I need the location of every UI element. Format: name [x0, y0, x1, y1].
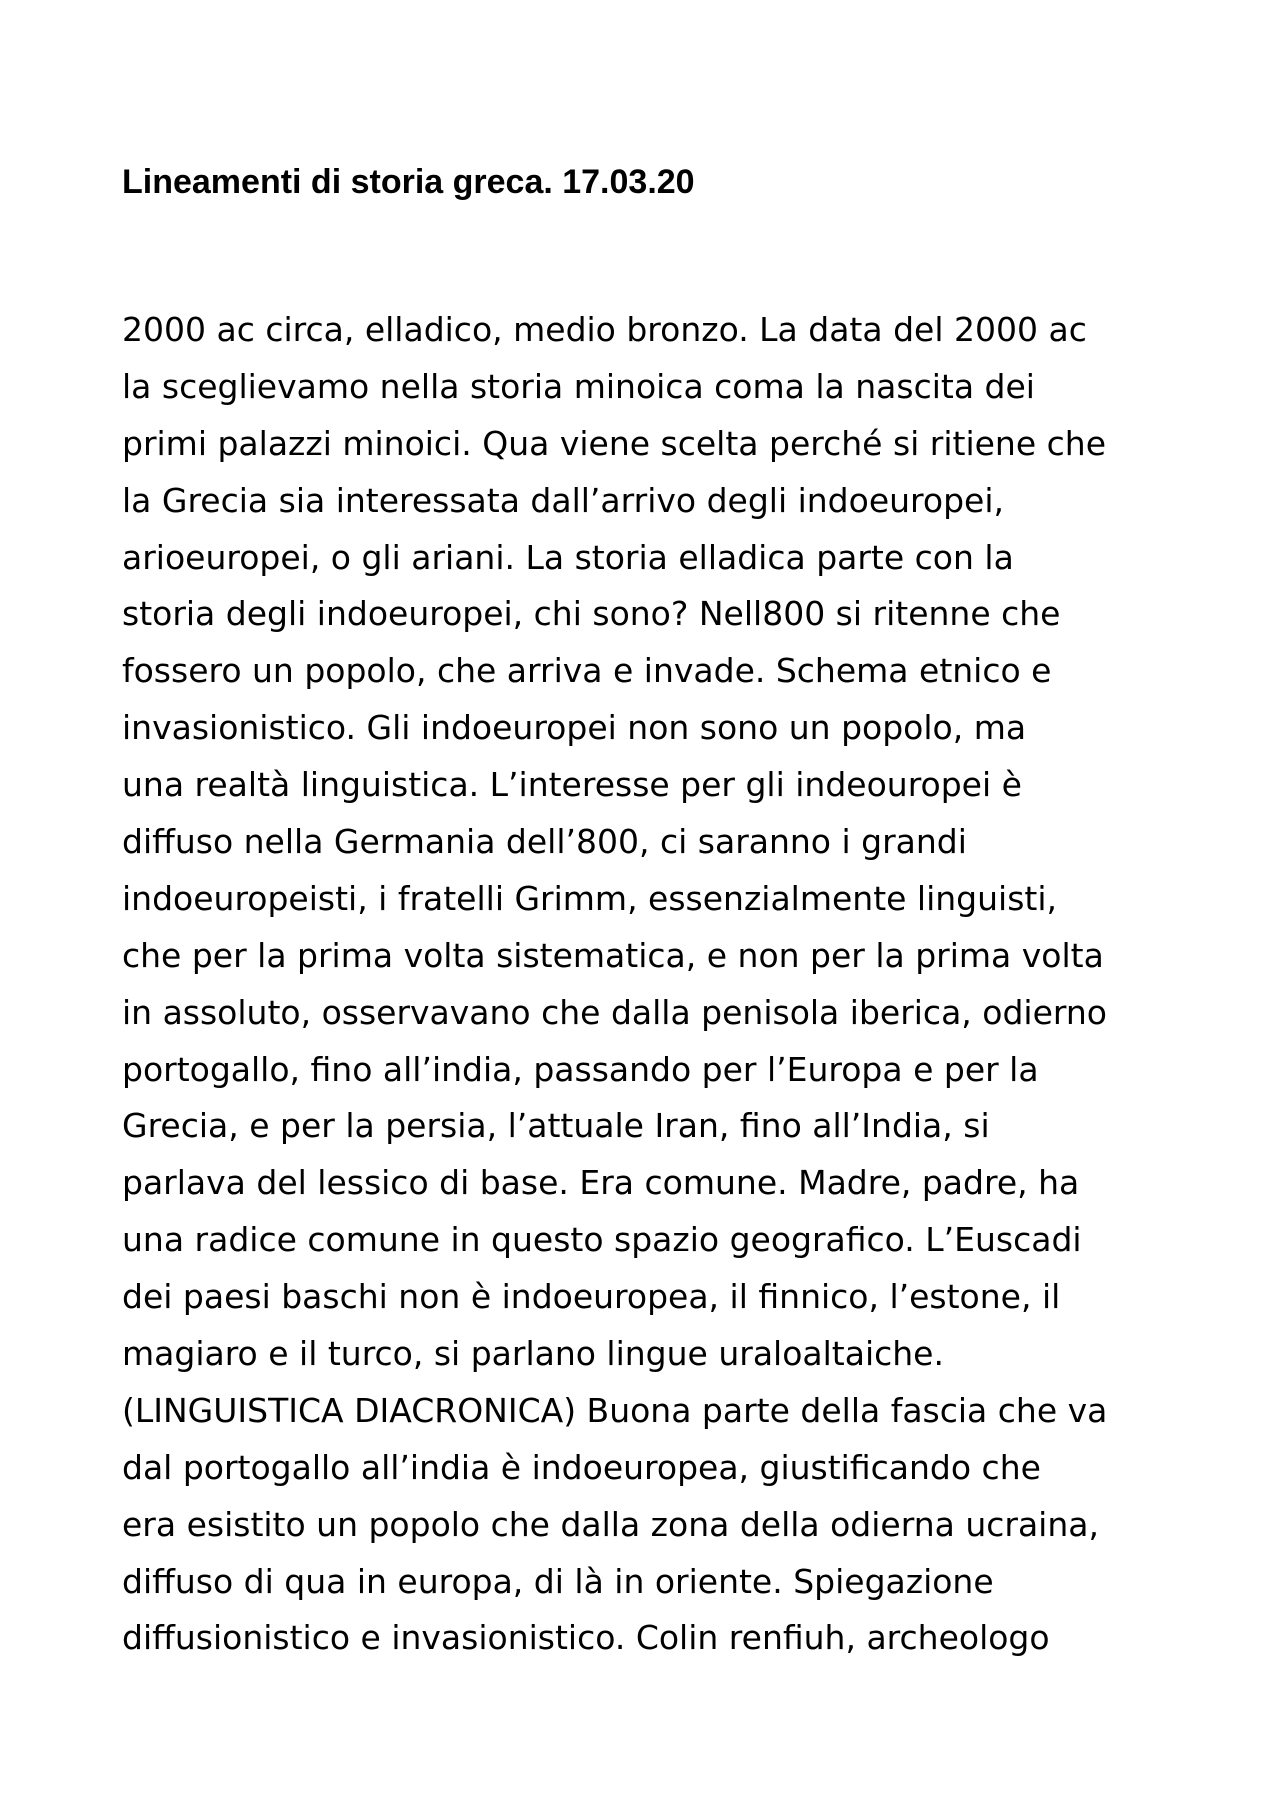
body-line: la sceglievamo nella storia minoica coma la nascita dei	[122, 366, 1035, 406]
body-line: magiaro e il turco, si parlano lingue uraloaltaiche.	[122, 1334, 944, 1374]
body-line: una radice comune in questo spazio geografico. L’Euscadi	[122, 1220, 1082, 1260]
body-line: diffuso nella Germania dell’800, ci saranno i grandi	[122, 822, 967, 862]
body-line: in assoluto, osservavano che dalla penisola iberica, odierno	[122, 992, 1107, 1032]
body-line: dal portogallo all’india è indoeuropea, giustificando che	[122, 1447, 1041, 1487]
body-line: dei paesi baschi non è indoeuropea, il finnico, l’estone, il	[122, 1277, 1061, 1317]
body-line: storia degli indoeuropei, chi sono? Nell800 si ritenne che	[122, 594, 1061, 634]
body-line: una realtà linguistica. L’interesse per gli indeouropei è	[122, 765, 1022, 805]
document-title: Lineamenti di storia greca. 17.03.20	[122, 163, 695, 201]
body-line: indoeuropeisti, i fratelli Grimm, essenzialmente linguisti,	[122, 878, 1058, 918]
body-line: la Grecia sia interessata dall’arrivo degli indoeuropei,	[122, 480, 1004, 520]
body-line: Grecia, e per la persia, l’attuale Iran, fino all’India, si	[122, 1106, 990, 1146]
body-line: fossero un popolo, che arriva e invade. Schema etnico e	[122, 651, 1052, 691]
document-body	[122, 302, 1202, 1667]
body-line: portogallo, fino all’india, passando per l’Europa e per la	[122, 1049, 1039, 1089]
body-line: diffuso di qua in europa, di là in oriente. Spiegazione	[122, 1561, 994, 1601]
body-line: era esistito un popolo che dalla zona della odierna ucraina,	[122, 1504, 1099, 1544]
body-line: arioeuropei, o gli ariani. La storia elladica parte con la	[122, 537, 1014, 577]
body-line: parlava del lessico di base. Era comune. Madre, padre, ha	[122, 1163, 1080, 1203]
body-line: (LINGUISTICA DIACRONICA) Buona parte della fascia che va	[122, 1390, 1108, 1430]
body-line: diffusionistico e invasionistico. Colin renfiuh, archeologo	[122, 1618, 1050, 1658]
body-line: che per la prima volta sistematica, e non per la prima volta	[122, 935, 1104, 975]
body-line: invasionistico. Gli indoeuropei non sono un popolo, ma	[122, 708, 1027, 748]
body-line: 2000 ac circa, elladico, medio bronzo. La data del 2000 ac	[122, 310, 1087, 349]
body-line: primi palazzi minoici. Qua viene scelta perché si ritiene che	[122, 423, 1107, 463]
